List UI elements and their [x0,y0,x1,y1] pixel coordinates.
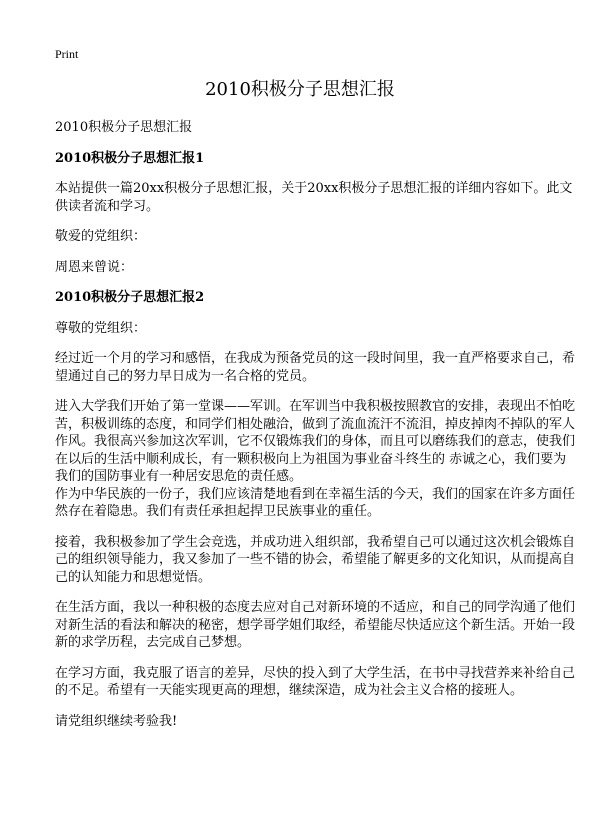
document-body [55,119,575,743]
section-1-salutation: 敬爱的党组织： [55,229,147,244]
paragraph-military-training: 进入大学我们开始了第一堂课——军训。在军训当中我积极按照教官的安排，表现出不怕吃苦，积极训练的态度，和同学们相处融洽，做到了流血流汗不流泪，掉皮掉肉不掉队的军人作风。我很高兴参加这次军训，它不仅锻炼我们的身体，而且可以磨练我们的意志，使我们在以后的生活中顺利成长，有一颗积极向上为祖国为事业奋斗终生的 赤诚之心，我们要为我们的国防事业有一种居安思危的责任感。 [55,399,576,484]
paragraph-student-union: 接着，我积极参加了学生会竞选，并成功进入组织部，我希望自己可以通过这次机会锻炼自己的组织领导能力，我又参加了一些不错的协会，希望能了解更多的文化知识，从而提高自己的认知能力和思想觉悟。 [55,534,576,585]
section-2-heading: 2010积极分子思想汇报2 [55,290,205,305]
paragraph-daily-life: 在生活方面，我以一种积极的态度去应对自己对新环境的不适应，和自己的同学沟通了他们对新生活的看法和解决的秘密，想学哥学姐们取经，希望能尽快适应这个新生活。开始一段新的求学历程，去完成自己梦想。 [55,600,576,650]
section-1-heading: 2010积极分子思想汇报1 [55,150,205,166]
paragraph-national-duty: 作为中华民族的一份子，我们应该清楚地看到在幸福生活的今天，我们的国家在许多方面任然存在着隐患。我们有责任承担起捍卫民族事业的重任。 [55,486,576,519]
print-link[interactable]: Print [55,47,79,61]
document-title: 2010积极分子思想汇报 [205,79,395,100]
paragraph-study: 在学习方面，我克服了语言的差异，尽快的投入到了大学生活，在书中寻找营养来补给自己的不足。希望有一天能实现更高的理想，继续深造，成为社会主义合格的接班人。 [55,665,576,698]
section-2-salutation: 尊敬的党组织： [55,320,147,336]
document-subtitle: 2010积极分子思想汇报 [55,120,193,135]
closing-line: 请党组织继续考验我! [55,713,178,729]
section-1-quote-lead: 周恩来曾说： [55,259,134,275]
paragraph-commitment: 经过近一个月的学习和感悟，在我成为预备党员的这一段时间里，我一直严格要求自己，希望通过自己的努力早日成为一名合格的党员。 [55,351,576,384]
section-1-intro: 本站提供一篇20xx积极分子思想汇报，关于20xx积极分子思想汇报的详细内容如下。此文供读者流和学习。 [55,181,573,214]
